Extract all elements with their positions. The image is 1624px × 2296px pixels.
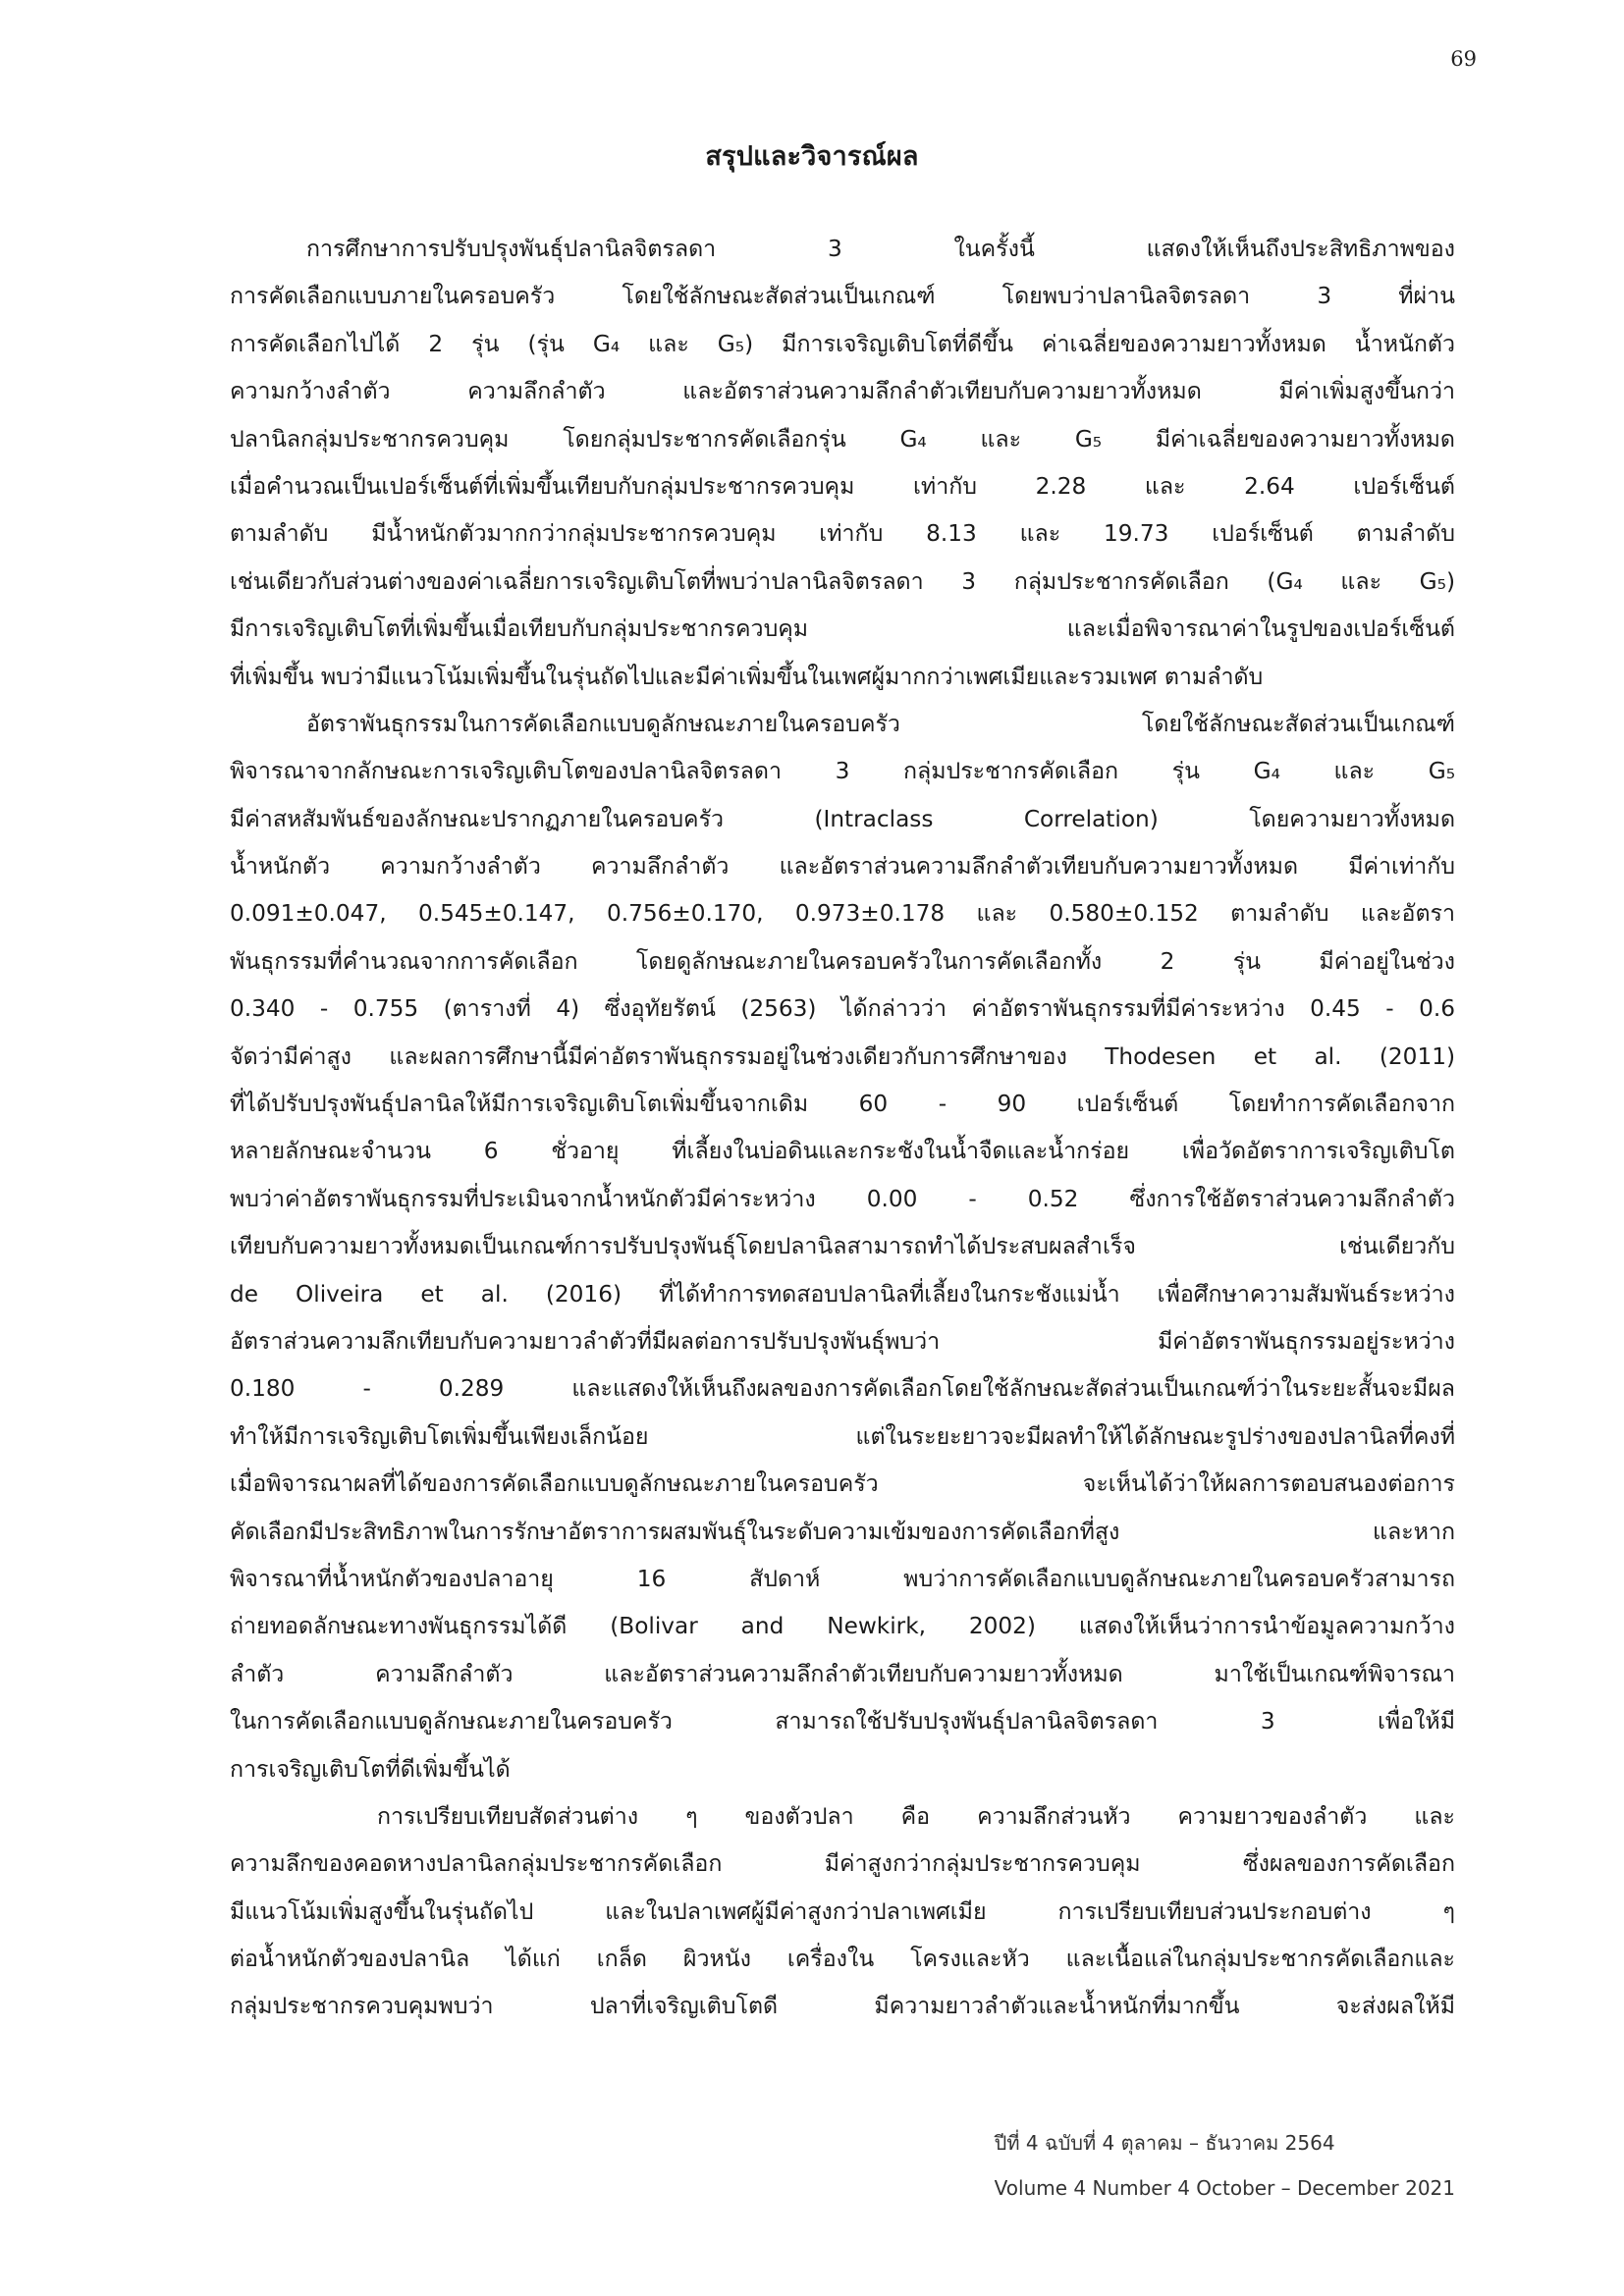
body-line: พันธุกรรมที่คำนวณจากการคัดเลือก โดยดูลักษณะภายในครอบครัวในการคัดเลือกทั้ง 2 รุ่น มีค่าอยู่ในช่วง [230, 947, 1455, 975]
body-line: ที่ได้ปรับปรุงพันธุ์ปลานิลให้มีการเจริญเติบโตเพิ่มขึ้นจากเดิม 60 - 90 เปอร์เซ็นต์ โดยทำการคัดเลือกจาก [230, 1091, 1455, 1118]
body-line: ทำให้มีการเจริญเติบโตเพิ่มขึ้นเพียงเล็กน้อย แต่ในระยะยาวจะมีผลทำให้ได้ลักษณะรูปร่างของปลานิลที่คงที่ [230, 1422, 1455, 1450]
body-line: จัดว่ามีค่าสูง และผลการศึกษานี้มีค่าอัตราพันธุกรรมอยู่ในช่วงเดียวกับการศึกษาของ Thodesen et al. (2011) [230, 1042, 1455, 1070]
body-line: อัตราพันธุกรรมในการคัดเลือกแบบดูลักษณะภายในครอบครัว โดยใช้ลักษณะสัดส่วนเป็นเกณฑ์ [306, 710, 1455, 737]
body-line: ปลานิลกลุ่มประชากรควบคุม โดยกลุ่มประชากรคัดเลือกรุ่น G₄ และ G₅ มีค่าเฉลี่ยของความยาวทั้งหมด [230, 425, 1455, 453]
body-line: ต่อน้ำหนักตัวของปลานิล ได้แก่ เกล็ด ผิวหนัง เครื่องใน โครงและหัว และเนื้อแล่ในกลุ่มประชากรคัดเลือกและ [230, 1946, 1455, 1973]
body-line: 0.340 - 0.755 (ตารางที่ 4) ซึ่งอุทัยรัตน์ (2563) ได้กล่าวว่า ค่าอัตราพันธุกรรมที่มีค่าระหว่าง 0.45 - 0.6 [230, 995, 1455, 1023]
body-line: การเปรียบเทียบสัดส่วนต่าง ๆ ของตัวปลา คือ ความลึกส่วนหัว ความยาวของลำตัว และ [377, 1802, 1455, 1830]
body-line: น้ำหนักตัว ความกว้างลำตัว ความลึกลำตัว และอัตราส่วนความลึกลำตัวเทียบกับความยาวทั้งหมด มีค่าเท่ากับ [230, 853, 1455, 881]
body-line: 0.180 - 0.289 และแสดงให้เห็นถึงผลของการคัดเลือกโดยใช้ลักษณะสัดส่วนเป็นเกณฑ์ว่าในระยะสั้นจะมีผล [230, 1375, 1455, 1403]
body-line: ในการคัดเลือกแบบดูลักษณะภายในครอบครัว สามารถใช้ปรับปรุงพันธุ์ปลานิลจิตรลดา 3 เพื่อให้มี [230, 1708, 1455, 1735]
footer-english-issue: Volume 4 Number 4 October – December 2021 [994, 2176, 1455, 2200]
body-line: มีการเจริญเติบโตที่เพิ่มขึ้นเมื่อเทียบกับกลุ่มประชากรควบคุม และเมื่อพิจารณาค่าในรูปของเปอร์เซ็นต์ [230, 615, 1455, 643]
body-line: พิจารณาที่น้ำหนักตัวของปลาอายุ 16 สัปดาห์ พบว่าการคัดเลือกแบบดูลักษณะภายในครอบครัวสามารถ [230, 1565, 1455, 1592]
page-number: 69 [1450, 47, 1477, 71]
body-line: กลุ่มประชากรควบคุมพบว่า ปลาที่เจริญเติบโตดี มีความยาวลำตัวและน้ำหนักที่มากขึ้น จะส่งผลให้มี [230, 1993, 1455, 2020]
journal-footer [995, 2120, 1455, 2211]
body-line: ความลึกของคอดหางปลานิลกลุ่มประชากรคัดเลือก มีค่าสูงกว่ากลุ่มประชากรควบคุม ซึ่งผลของการคัดเลือก [230, 1850, 1455, 1878]
body-line: พบว่าค่าอัตราพันธุกรรมที่ประเมินจากน้ำหนักตัวมีค่าระหว่าง 0.00 - 0.52 ซึ่งการใช้อัตราส่วนความลึกลำตัว [230, 1185, 1455, 1212]
body-line: คัดเลือกมีประสิทธิภาพในการรักษาอัตราการผสมพันธุ์ในระดับความเข้มของการคัดเลือกที่สูง และหาก [230, 1518, 1455, 1545]
footer-thai-issue: ปีที่ 4 ฉบับที่ 4 ตุลาคม – ธันวาคม 2564 [994, 2131, 1335, 2155]
body-line: การเจริญเติบโตที่ดีเพิ่มขึ้นได้ [230, 1755, 511, 1783]
body-line: การคัดเลือกไปได้ 2 รุ่น (รุ่น G₄ และ G₅) มีการเจริญเติบโตที่ดีขึ้น ค่าเฉลี่ยของความยาวทั้งหมด น้ำหนักตัว [230, 330, 1455, 357]
body-line: มีค่าสหสัมพันธ์ของลักษณะปรากฏภายในครอบครัว (Intraclass Correlation) โดยความยาวทั้งหมด [230, 805, 1455, 832]
body-line: เทียบกับความยาวทั้งหมดเป็นเกณฑ์การปรับปรุงพันธุ์โดยปลานิลสามารถทำได้ประสบผลสำเร็จ เช่นเดียวกับ [230, 1233, 1455, 1260]
section-title: สรุปและวิจารณ์ผล [705, 141, 919, 172]
body-line: การศึกษาการปรับปรุงพันธุ์ปลานิลจิตรลดา 3 ในครั้งนี้ แสดงให้เห็นถึงประสิทธิภาพของ [306, 236, 1455, 262]
body-line: ถ่ายทอดลักษณะทางพันธุกรรมได้ดี (Bolivar and Newkirk, 2002) แสดงให้เห็นว่าการนำข้อมูลความกว้าง [230, 1613, 1455, 1640]
body-line: เมื่อพิจารณาผลที่ได้ของการคัดเลือกแบบดูลักษณะภายในครอบครัว จะเห็นได้ว่าให้ผลการตอบสนองต่อการ [230, 1470, 1455, 1498]
body-line: 0.091±0.047, 0.545±0.147, 0.756±0.170, 0.973±0.178 และ 0.580±0.152 ตามลำดับ และอัตรา [230, 900, 1455, 928]
body-line: มีแนวโน้มเพิ่มสูงขึ้นในรุ่นถัดไป และในปลาเพศผู้มีค่าสูงกว่าปลาเพศเมีย การเปรียบเทียบส่วนประกอบต่าง ๆ [230, 1897, 1455, 1925]
body-line: อัตราส่วนความลึกเทียบกับความยาวลำตัวที่มีผลต่อการปรับปรุงพันธุ์พบว่า มีค่าอัตราพันธุกรรมอยู่ระหว่าง [230, 1327, 1455, 1355]
body-line: ความกว้างลำตัว ความลึกลำตัว และอัตราส่วนความลึกลำตัวเทียบกับความยาวทั้งหมด มีค่าเพิ่มสูงขึ้นกว่า [230, 378, 1455, 405]
body-line: de Oliveira et al. (2016) ที่ได้ทำการทดสอบปลานิลที่เลี้ยงในกระชังแม่น้ำ เพื่อศึกษาความสัมพันธ์ระหว่าง [230, 1280, 1455, 1308]
body-line: ตามลำดับ มีน้ำหนักตัวมากกว่ากลุ่มประชากรควบคุม เท่ากับ 8.13 และ 19.73 เปอร์เซ็นต์ ตามลำดับ [230, 520, 1455, 548]
body-line: เช่นเดียวกับส่วนต่างของค่าเฉลี่ยการเจริญเติบโตที่พบว่าปลานิลจิตรลดา 3 กลุ่มประชากรคัดเลือก (G₄ และ G₅) [230, 567, 1455, 595]
body-line: การคัดเลือกแบบภายในครอบครัว โดยใช้ลักษณะสัดส่วนเป็นเกณฑ์ โดยพบว่าปลานิลจิตรลดา 3 ที่ผ่าน [230, 283, 1455, 310]
body-line: เมื่อคำนวณเป็นเปอร์เซ็นต์ที่เพิ่มขึ้นเทียบกับกลุ่มประชากรควบคุม เท่ากับ 2.28 และ 2.64 เปอร์เซ็นต์ [230, 472, 1455, 500]
body-line: หลายลักษณะจำนวน 6 ชั่วอายุ ที่เลี้ยงในบ่อดินและกระชังในน้ำจืดและน้ำกร่อย เพื่อวัดอัตราการเจริญเติบโต [230, 1138, 1455, 1165]
body-text [230, 226, 1455, 2031]
body-line: ลำตัว ความลึกลำตัว และอัตราส่วนความลึกลำตัวเทียบกับความยาวทั้งหมด มาใช้เป็นเกณฑ์พิจารณา [230, 1660, 1455, 1687]
body-line: ที่เพิ่มขึ้น พบว่ามีแนวโน้มเพิ่มขึ้นในรุ่นถัดไปและมีค่าเพิ่มขึ้นในเพศผู้มากกว่าเพศเมียและรวมเพศ ตามลำดับ [230, 663, 1264, 690]
body-line: พิจารณาจากลักษณะการเจริญเติบโตของปลานิลจิตรลดา 3 กลุ่มประชากรคัดเลือก รุ่น G₄ และ G₅ [230, 758, 1455, 785]
